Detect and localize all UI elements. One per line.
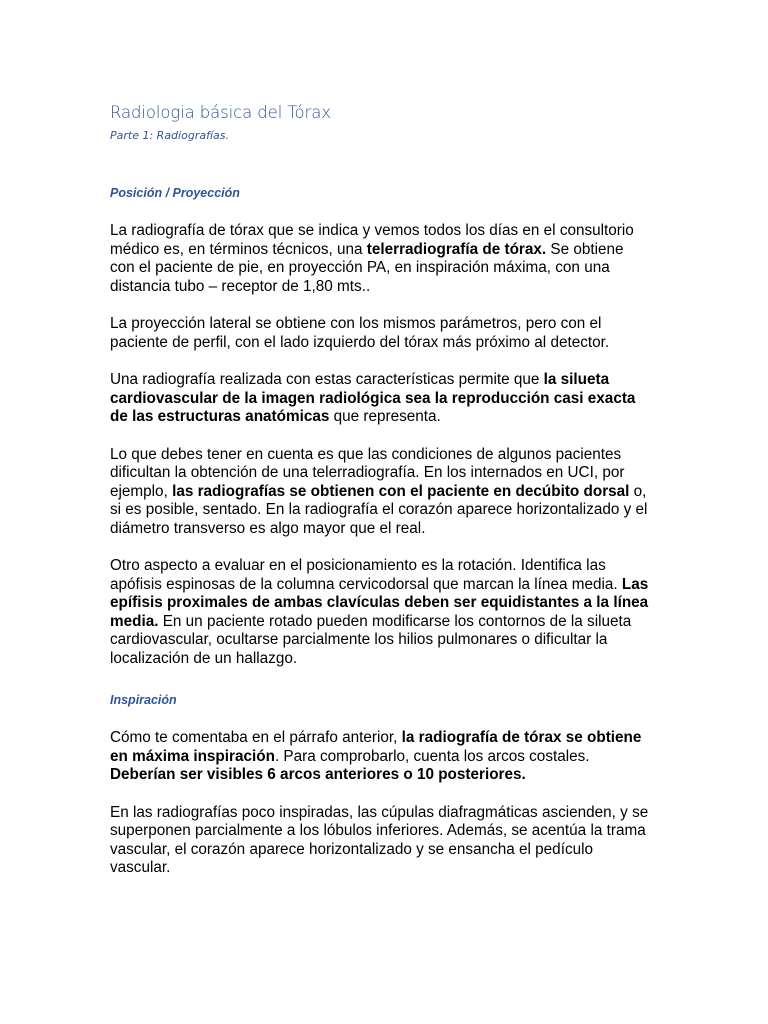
text-run: Una radiografía realizada con estas características permite que: [110, 371, 544, 388]
text-run: La proyección lateral se obtiene con los mismos parámetros, pero con el paciente de perfil, con el lado izquierdo del tórax más próximo al detector.: [110, 315, 610, 351]
document-subtitle: Parte 1: Radiografías.: [110, 129, 229, 142]
text-run: Cómo te comentaba en el párrafo anterior,: [110, 729, 402, 746]
text-run: . Para comprobarlo, cuenta los arcos costales.: [274, 747, 590, 765]
paragraph: [110, 446, 650, 539]
bold-text-run: la silueta cardiovascular de la imagen radiológica sea la reproducción casi exacta de las estructuras anatómicas: [110, 371, 636, 425]
section-posicion-proyeccion: [110, 184, 650, 668]
text-run: que representa.: [329, 408, 441, 425]
bold-text-run: Deberían ser visibles 6 arcos anteriores o 10 posteriores.: [110, 766, 526, 783]
paragraph: [110, 315, 650, 352]
text-run: Se obtiene con el paciente de pie, en proyección PA, en inspiración máxima, con una distancia tubo – receptor de 1,80 mts..: [110, 240, 624, 295]
text-run: En un paciente rotado pueden modificarse los contornos de la silueta cardiovascular, ocultarse parcialmente los hilios pulmonares o dificultar la localización de un hallazgo.: [110, 612, 632, 667]
bold-text-run: las radiografías se obtienen con el paciente en decúbito dorsal: [172, 482, 630, 500]
text-run: Lo que debes tener en cuenta es que las condiciones de algunos pacientes dificultan la obtención de una telerradiografía. En los internados en UCI, por ejemplo,: [110, 445, 625, 500]
paragraph: [110, 557, 650, 668]
document-title: Radiologia básica del Tórax: [110, 103, 331, 122]
section-heading: Posición / Proyección: [110, 186, 240, 200]
section-inspiracion: [110, 691, 650, 878]
text-run: La radiografía de tórax que se indica y vemos todos los días en el consultorio médico es, en términos técnicos, una: [110, 222, 634, 258]
bold-text-run: la radiografía de tórax se obtiene en máxima inspiración: [110, 729, 642, 765]
paragraph: [110, 371, 650, 427]
text-run: En las radiografías poco inspiradas, las cúpulas diafragmáticas ascienden, y se superponen parcialmente a los lóbulos inferiores. Además, se acentúa la trama vascular, el corazón aparece horizontalizado y se ensancha el pedículo vascular.: [110, 803, 649, 876]
paragraph: [110, 804, 650, 878]
paragraph: [110, 729, 650, 785]
document-page: [110, 100, 650, 878]
bold-text-run: telerradiografía de tórax.: [366, 240, 547, 258]
text-run: Otro aspecto a evaluar en el posicionamiento es la rotación. Identifica las apófisis espinosas de la columna cervicodorsal que marcan la línea media.: [110, 557, 622, 593]
bold-text-run: Las epífisis proximales de ambas clavículas deben ser equidistantes a la línea media.: [110, 575, 649, 630]
text-run: o, si es posible, sentado. En la radiografía el corazón aparece horizontalizado y el diámetro transverso es algo mayor que el real.: [110, 482, 648, 537]
paragraph: [110, 222, 650, 296]
section-heading: Inspiración: [110, 693, 177, 707]
